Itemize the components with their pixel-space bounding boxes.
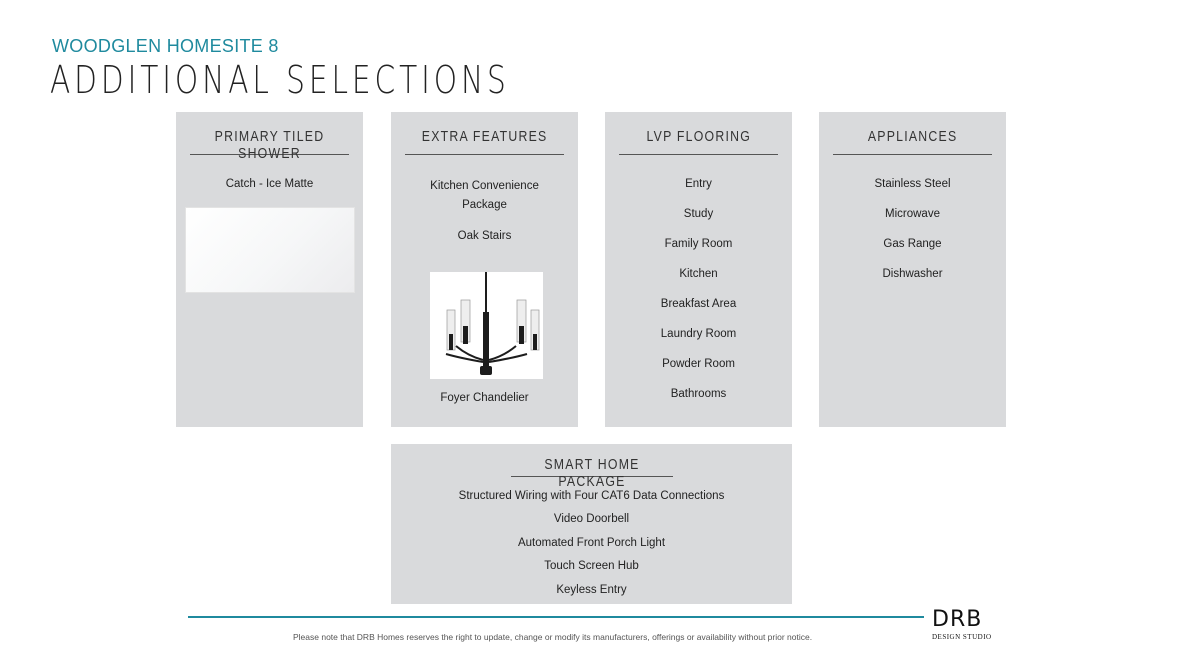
- card-title: APPLIANCES: [833, 128, 992, 155]
- list-item: Breakfast Area: [660, 298, 737, 310]
- card-title: SMART HOME PACKAGE: [511, 456, 673, 477]
- list-item: Microwave: [885, 208, 940, 220]
- logo-subtext: DESIGN STUDIO: [932, 633, 992, 641]
- list-item: Family Room: [664, 238, 733, 250]
- drb-design-studio-logo: [932, 609, 992, 645]
- list-item: Kitchen Convenience Package: [430, 180, 539, 211]
- list-item: Catch - Ice Matte: [225, 178, 314, 190]
- list-item: Powder Room: [662, 358, 735, 370]
- list-item: Study: [683, 208, 714, 220]
- card-smart-home-package: [391, 444, 792, 604]
- card-title: LVP FLOORING: [619, 128, 778, 155]
- card-item-list: [819, 177, 1006, 297]
- card-appliances: [819, 112, 1006, 427]
- chandelier-icon: [430, 272, 543, 379]
- list-item: Bathrooms: [670, 388, 727, 400]
- list-item: Video Doorbell: [553, 513, 630, 526]
- list-item: Automated Front Porch Light: [517, 536, 666, 549]
- list-item: Laundry Room: [660, 328, 737, 340]
- card-item-list: [605, 177, 792, 417]
- card-title: EXTRA FEATURES: [405, 128, 564, 155]
- list-item: Structured Wiring with Four CAT6 Data Connections: [458, 490, 725, 502]
- card-item-list: [176, 177, 363, 207]
- card-primary-tiled-shower: [176, 112, 363, 427]
- white-tile-swatch: [185, 207, 355, 293]
- list-item: Entry: [685, 178, 712, 190]
- list-item: Stainless Steel: [874, 178, 951, 190]
- card-item-list: [391, 177, 578, 259]
- footer-divider: [188, 616, 924, 618]
- page-subtitle: WOODGLEN HOMESITE 8: [52, 36, 279, 56]
- list-item: Kitchen: [679, 268, 718, 280]
- page-title: ADDITIONAL SELECTIONS: [50, 58, 510, 102]
- card-item-list: [391, 391, 578, 421]
- list-item: Foyer Chandelier: [440, 392, 529, 404]
- logo-mark: DRB: [932, 607, 983, 632]
- card-lvp-flooring: [605, 112, 792, 427]
- card-item-list: [391, 490, 792, 607]
- list-item: Gas Range: [883, 238, 942, 250]
- list-item: Dishwasher: [882, 268, 943, 280]
- list-item: Touch Screen Hub: [544, 560, 639, 573]
- chandelier-photo: [430, 272, 543, 379]
- card-title: PRIMARY TILED SHOWER: [190, 128, 349, 155]
- card-extra-features: [391, 112, 578, 427]
- footer-disclaimer: Please note that DRB Homes reserves the right to update, change or modify its manufacturers, offerings or availability without prior notice.: [293, 632, 813, 642]
- list-item: Oak Stairs: [457, 230, 512, 242]
- list-item: Keyless Entry: [556, 583, 627, 596]
